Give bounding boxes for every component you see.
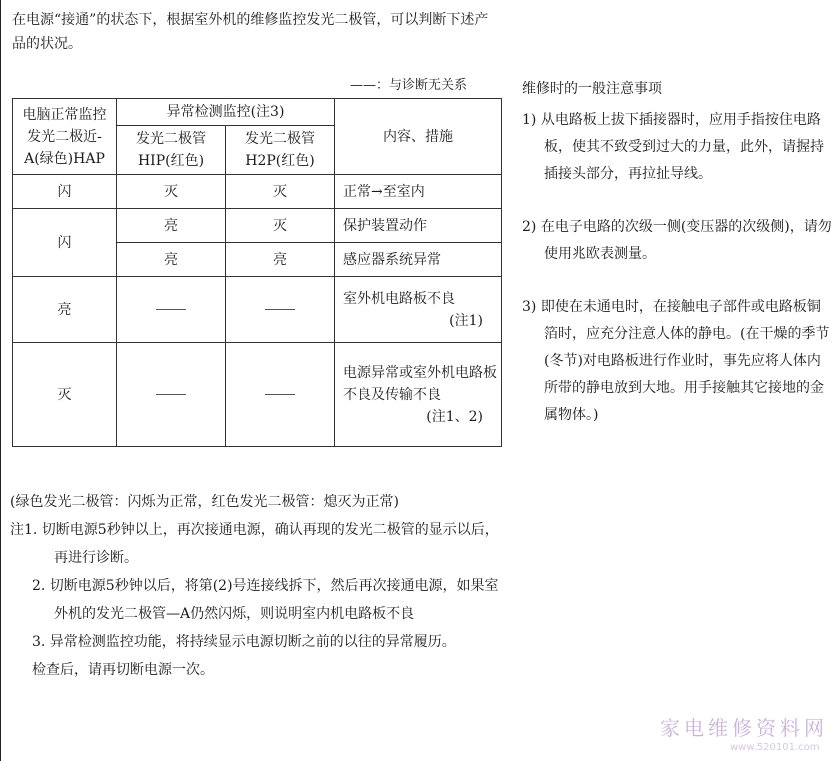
content-note: (注1) [449, 312, 483, 329]
cell-content [335, 277, 502, 343]
cell-content: 保护装置动作 [335, 209, 502, 243]
note-2: 2. 切断电源5秒钟以后，将第(2)号连接线拆下，然后再次接通电源，如果室外机的发光二极管—A仍然闪烁，则说明室内机电路板不良 [32, 578, 499, 622]
cell-h2p: 灭 [226, 209, 335, 243]
legend-note: ——：与诊断无关系 [350, 78, 468, 93]
dash-mark [156, 309, 186, 310]
watermark-url: www.520101.com [730, 742, 820, 753]
maintenance-item: 1) 从电路板上拔下插接器时，应用手指按住电路板，使其不致受到过大的力量，此外，请握持插接头部分，再拉扯导线。 [522, 112, 824, 182]
note-1: 注1. 切断电源5秒钟以上，再次接通电源，确认再现的发光二极管的显示以后，再进行诊断。 [10, 522, 499, 566]
content-text: 电源异常或室外机电路板不良及传输不良 [343, 364, 497, 403]
note-3: 3. 异常检测监控功能，将持续显示电源切断之前的以往的异常履历。 [32, 634, 456, 650]
table-row [13, 277, 502, 343]
watermark-logo: 家电维修资料网 [660, 716, 828, 740]
header-h1p: 发光二极管HIP(红色) [117, 126, 226, 175]
note-4: 检查后，请再切断电源一次。 [32, 662, 214, 678]
maintenance-item: 3) 即使在未通电时，在接触电子部件或电路板铜箔时，应充分注意人体的静电。(在干燥的季节(冬节)对电路板进行作业时，事先应将人体内所带的静电放到大地。用手接触其它接地的金属物体。) [522, 299, 830, 423]
cell-content [335, 343, 502, 447]
cell-h2p-na [226, 343, 335, 447]
led-remark: (绿色发光二极管：闪烁为正常，红色发光二极管：熄灭为正常) [10, 494, 399, 510]
cell-h2p-na [226, 277, 335, 343]
cell-h1p: 亮 [117, 243, 226, 277]
cell-h1p-na [117, 343, 226, 447]
table-header-row [13, 99, 502, 126]
cell-hap: 闪 [13, 209, 117, 277]
maintenance-notes [522, 76, 832, 455]
intro-paragraph: 在电源“接通”的状态下，根据室外机的维修监控发光二极管，可以判断下述产品的状况。 [12, 12, 489, 52]
dash-mark [265, 309, 295, 310]
content-note: (注1、2) [426, 408, 483, 425]
maintenance-title: 维修时的一般注意事项 [522, 81, 662, 97]
cell-h2p: 灭 [226, 175, 335, 209]
dash-mark [156, 394, 186, 395]
cell-content: 感应器系统异常 [335, 243, 502, 277]
cell-hap: 亮 [13, 277, 117, 343]
table-row [13, 175, 502, 209]
table-row [13, 343, 502, 447]
table-row [13, 209, 502, 243]
cell-h1p: 亮 [117, 209, 226, 243]
cell-hap: 灭 [13, 343, 117, 447]
header-hap: 电脑正常监控发光二极近-A(绿色)HAP [13, 99, 117, 175]
cell-h1p-na [117, 277, 226, 343]
cell-h1p: 灭 [117, 175, 226, 209]
maintenance-item: 2) 在电子电路的次级一侧(变压器的次级侧)，请勿使用兆欧表测量。 [522, 219, 832, 262]
notes-section [10, 488, 500, 684]
header-group: 异常检测监控(注3) [117, 99, 335, 126]
cell-content: 正常→至室内 [335, 175, 502, 209]
content-text: 室外机电路板不良 [343, 290, 455, 307]
cell-h2p: 亮 [226, 243, 335, 277]
diagnosis-table [12, 98, 502, 447]
cell-hap: 闪 [13, 175, 117, 209]
dash-mark [265, 394, 295, 395]
header-content: 内容、措施 [335, 99, 502, 175]
header-h2p: 发光二极管H2P(红色) [226, 126, 335, 175]
